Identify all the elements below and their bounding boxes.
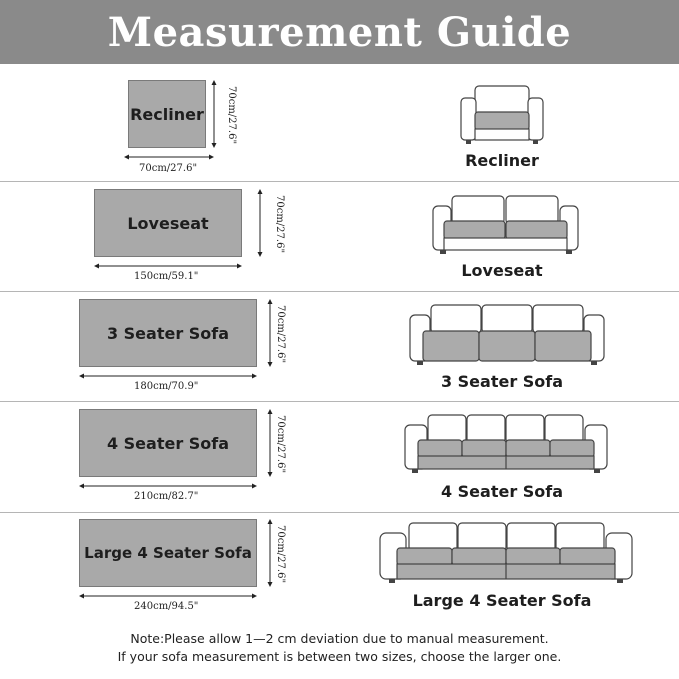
- loveseat-label: Loveseat: [461, 261, 543, 280]
- 3-seater-depth-label: 70cm/27.6": [275, 305, 286, 364]
- large-4-seater-diagram-label: Large 4 Seater Sofa: [84, 544, 252, 562]
- 4-seater-diagram-label: 4 Seater Sofa: [106, 433, 230, 453]
- large-4-seater-sofa-icon: [377, 521, 635, 585]
- recliner-label: Recliner: [465, 151, 539, 170]
- loveseat-icon: [430, 194, 582, 256]
- large-4-seater-width-label: 240cm/94.5": [134, 601, 199, 612]
- 3-seater-sofa-icon: [407, 303, 607, 367]
- 4-seater-width-arrow: [77, 481, 261, 491]
- 3-seater-width-label: 180cm/70.9": [134, 381, 199, 392]
- loveseat-diagram-label: Loveseat: [127, 213, 209, 233]
- header-banner: [0, 0, 679, 64]
- recliner-depth-arrow: [209, 80, 219, 150]
- 4-seater-depth-arrow: [265, 409, 275, 479]
- 3-seater-width-arrow: [77, 371, 261, 381]
- note-line-1: Note:Please allow 1—2 cm deviation due to manual measurement.: [130, 631, 549, 646]
- recliner-width-arrow: [120, 152, 220, 162]
- 4-seater-sofa-icon: [402, 413, 610, 475]
- recliner-depth-label: 70cm/27.6": [226, 86, 237, 145]
- row-divider: [0, 512, 679, 513]
- row-divider: [0, 181, 679, 182]
- loveseat-width-arrow: [92, 261, 246, 271]
- 3-seater-depth-arrow: [265, 299, 275, 369]
- 4-seater-sofa-label: 4 Seater Sofa: [440, 482, 564, 501]
- recliner-width-label: 70cm/27.6": [139, 163, 198, 174]
- loveseat-depth-label: 70cm/27.6": [274, 195, 285, 254]
- loveseat-depth-arrow: [255, 189, 265, 259]
- 3-seater-diagram-label: 3 Seater Sofa: [106, 323, 230, 343]
- 3-seater-size-diagram: [79, 299, 257, 367]
- large-4-seater-depth-label: 70cm/27.6": [275, 525, 286, 584]
- 4-seater-size-diagram: [79, 409, 257, 477]
- row-divider: [0, 291, 679, 292]
- note-line-2: If your sofa measurement is between two sizes, choose the larger one.: [117, 649, 562, 664]
- loveseat-width-label: 150cm/59.1": [134, 271, 199, 282]
- recliner-diagram-label: Recliner: [130, 104, 204, 124]
- page-title: Measurement Guide: [107, 8, 572, 56]
- large-4-seater-width-arrow: [77, 591, 261, 601]
- 3-seater-sofa-label: 3 Seater Sofa: [440, 372, 564, 391]
- large-4-seater-depth-arrow: [265, 519, 275, 589]
- 4-seater-width-label: 210cm/82.7": [134, 491, 199, 502]
- loveseat-size-diagram: [94, 189, 242, 257]
- 4-seater-depth-label: 70cm/27.6": [275, 415, 286, 474]
- recliner-icon: [458, 84, 546, 148]
- large-4-seater-sofa-label: Large 4 Seater Sofa: [412, 591, 592, 610]
- row-divider: [0, 401, 679, 402]
- large-4-seater-size-diagram: [79, 519, 257, 587]
- recliner-size-diagram: [128, 80, 206, 148]
